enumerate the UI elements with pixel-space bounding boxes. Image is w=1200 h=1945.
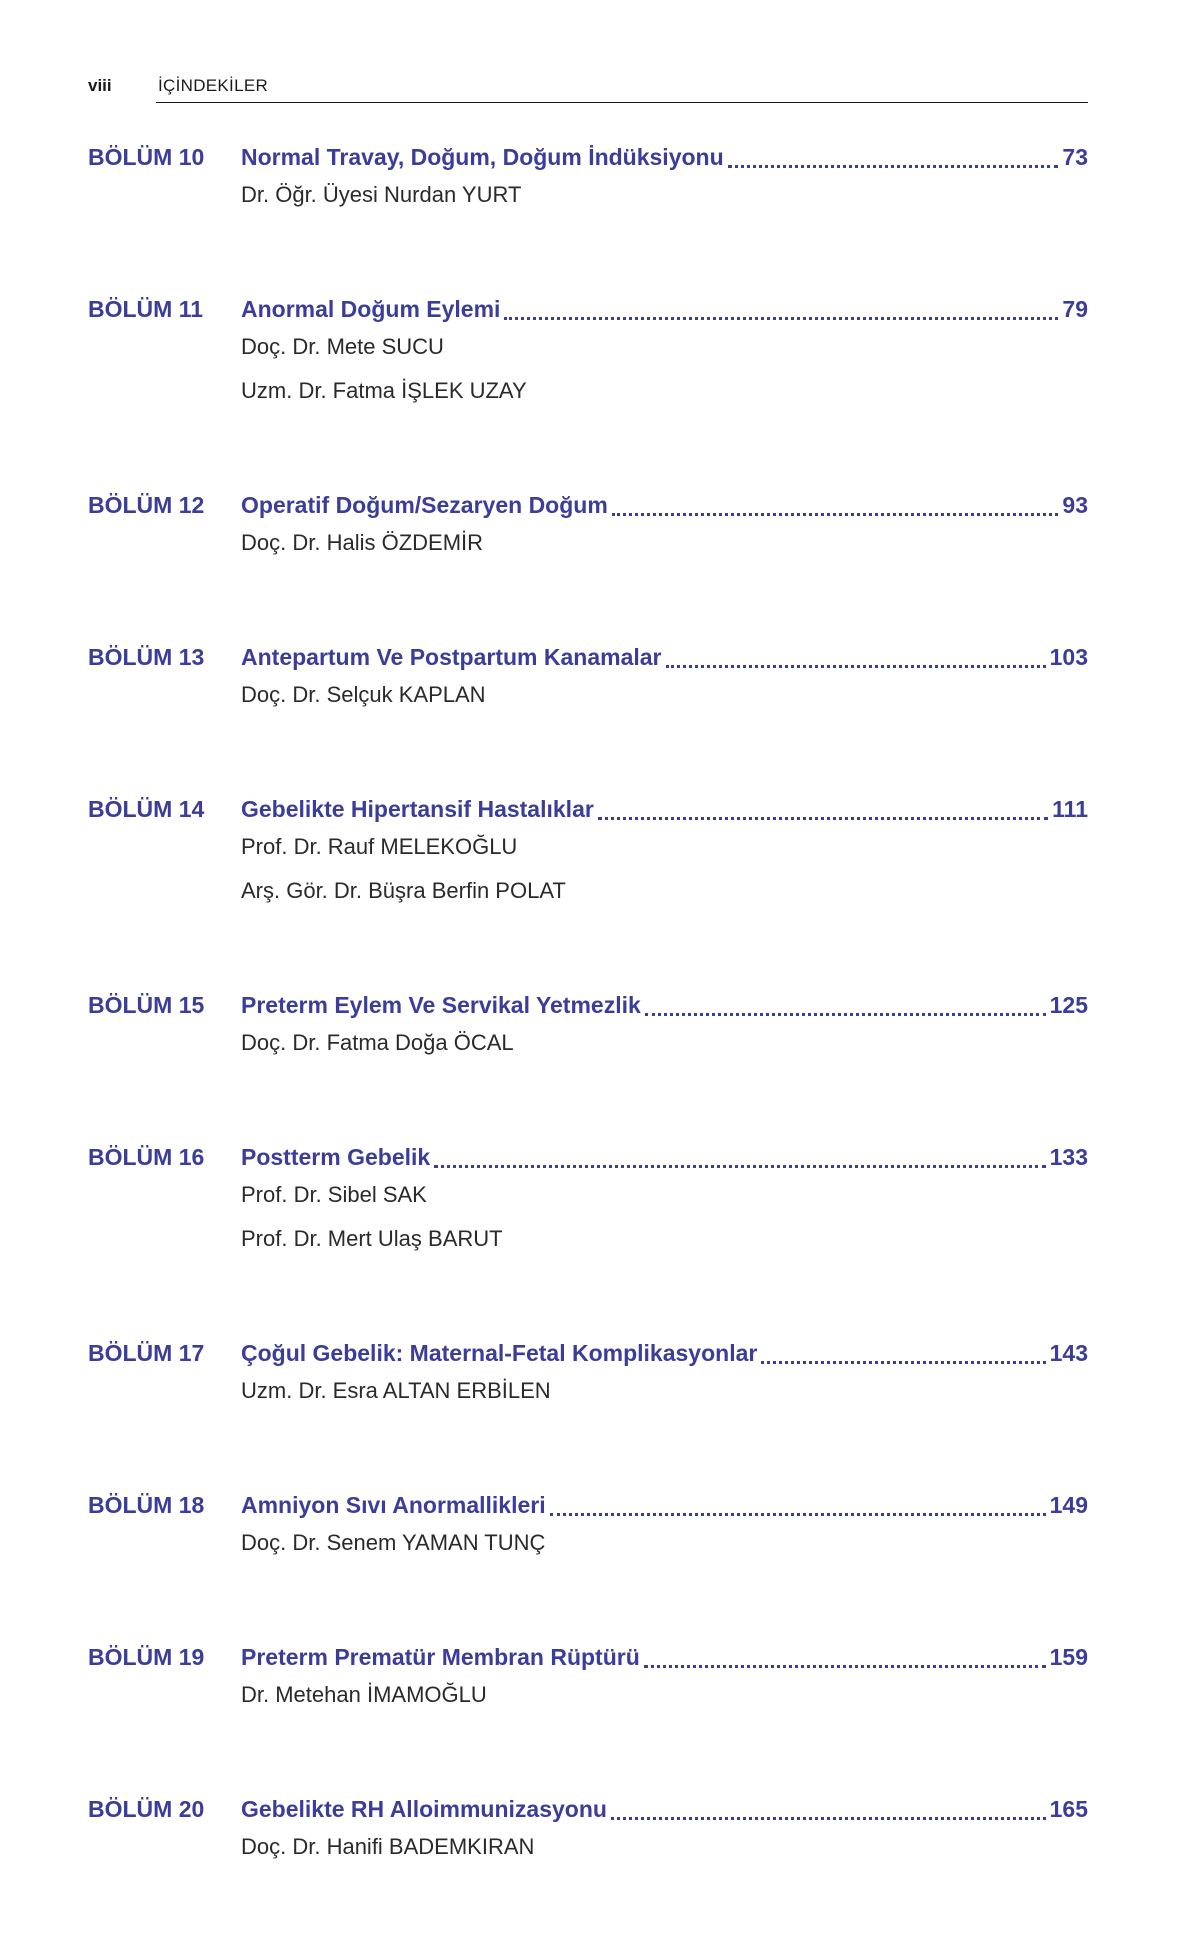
author-list [241, 1673, 1088, 1717]
page-number: viii [88, 76, 112, 95]
chapter-number: BÖLÜM 16 [88, 1144, 205, 1170]
dot-leader [761, 1361, 1045, 1364]
chapter-title[interactable]: Amniyon Sıvı Anormallikleri [241, 1492, 546, 1518]
author-name: Doç. Dr. Mete SUCU [241, 334, 444, 359]
author-list [241, 1521, 1088, 1565]
dot-leader [598, 817, 1048, 820]
toc-entry[interactable] [88, 1141, 1088, 1261]
chapter-number: BÖLÜM 14 [88, 796, 205, 822]
author-name: Prof. Dr. Mert Ulaş BARUT [241, 1226, 503, 1251]
table-of-contents [88, 141, 1088, 1945]
toc-entry[interactable] [88, 293, 1088, 413]
page-reference[interactable]: 149 [1049, 1492, 1088, 1518]
chapter-title[interactable]: Preterm Eylem Ve Servikal Yetmezlik [241, 992, 641, 1018]
entry-body [241, 1489, 1088, 1565]
dot-leader [728, 165, 1059, 168]
author-name: Prof. Dr. Sibel SAK [241, 1182, 427, 1207]
chapter-title-line[interactable] [241, 989, 1088, 1021]
chapter-title-line[interactable] [241, 1489, 1088, 1521]
chapter-title-line[interactable] [241, 1141, 1088, 1173]
page-reference[interactable]: 79 [1062, 296, 1088, 322]
page-reference[interactable]: 133 [1049, 1144, 1088, 1170]
author-list [241, 173, 1088, 217]
toc-entry[interactable] [88, 1337, 1088, 1413]
author-name: Doç. Dr. Hanifi BADEMKIRAN [241, 1834, 535, 1859]
author-name: Doç. Dr. Halis ÖZDEMİR [241, 530, 484, 555]
author-name: Arş. Gör. Dr. Büşra Berfin POLAT [241, 878, 566, 903]
chapter-title-line[interactable] [241, 641, 1088, 673]
entry-body [241, 641, 1088, 717]
page-reference[interactable]: 103 [1049, 644, 1088, 670]
section-title: İÇİNDEKİLER [158, 76, 269, 95]
toc-entry[interactable] [88, 1793, 1088, 1869]
chapter-number: BÖLÜM 18 [88, 1492, 205, 1518]
chapter-title[interactable]: Normal Travay, Doğum, Doğum İndüksiyonu [241, 144, 724, 170]
page-reference[interactable]: 73 [1062, 144, 1088, 170]
toc-entry[interactable] [88, 141, 1088, 217]
author-list [241, 1021, 1088, 1065]
page-reference[interactable]: 143 [1049, 1340, 1088, 1366]
toc-entry[interactable] [88, 989, 1088, 1065]
toc-entry[interactable] [88, 793, 1088, 913]
chapter-number: BÖLÜM 13 [88, 644, 205, 670]
chapter-title[interactable]: Çoğul Gebelik: Maternal-Fetal Komplikasyonlar [241, 1340, 758, 1366]
toc-entry[interactable] [88, 1641, 1088, 1717]
entry-body [241, 989, 1088, 1065]
chapter-title-line[interactable] [241, 1337, 1088, 1369]
chapter-title[interactable]: Postterm Gebelik [241, 1144, 431, 1170]
page-reference[interactable]: 159 [1049, 1644, 1088, 1670]
author-name: Dr. Metehan İMAMOĞLU [241, 1682, 487, 1707]
toc-entry[interactable] [88, 489, 1088, 565]
page-reference[interactable]: 125 [1049, 992, 1088, 1018]
dot-leader [550, 1513, 1046, 1516]
chapter-title-line[interactable] [241, 293, 1088, 325]
author-name: Doç. Dr. Fatma Doğa ÖCAL [241, 1030, 514, 1055]
chapter-title-line[interactable] [241, 489, 1088, 521]
author-name: Uzm. Dr. Esra ALTAN ERBİLEN [241, 1378, 551, 1403]
author-name: Uzm. Dr. Fatma İŞLEK UZAY [241, 378, 527, 403]
toc-entry[interactable] [88, 641, 1088, 717]
author-list [241, 325, 1088, 413]
toc-entry[interactable] [88, 1489, 1088, 1565]
chapter-number: BÖLÜM 20 [88, 1796, 205, 1822]
entry-body [241, 141, 1088, 217]
chapter-number: BÖLÜM 19 [88, 1644, 205, 1670]
author-list [241, 1825, 1088, 1869]
dot-leader [666, 665, 1046, 668]
chapter-title-line[interactable] [241, 1793, 1088, 1825]
chapter-title[interactable]: Gebelikte Hipertansif Hastalıklar [241, 796, 594, 822]
author-list [241, 1369, 1088, 1413]
chapter-number: BÖLÜM 11 [88, 296, 204, 322]
entry-body [241, 793, 1088, 913]
entry-body [241, 1641, 1088, 1717]
entry-body [241, 1337, 1088, 1413]
chapter-number: BÖLÜM 17 [88, 1340, 205, 1366]
entry-body [241, 489, 1088, 565]
chapter-title-line[interactable] [241, 1641, 1088, 1673]
page-reference[interactable]: 111 [1052, 796, 1088, 822]
author-list [241, 1173, 1088, 1261]
chapter-title[interactable]: Operatif Doğum/Sezaryen Doğum [241, 492, 608, 518]
dot-leader [504, 317, 1058, 320]
entry-body [241, 293, 1088, 413]
chapter-number: BÖLÜM 12 [88, 492, 205, 518]
dot-leader [645, 1013, 1046, 1016]
running-header [88, 72, 1088, 102]
chapter-title-line[interactable] [241, 141, 1088, 173]
page-reference[interactable]: 165 [1049, 1796, 1088, 1822]
dot-leader [611, 1817, 1046, 1820]
header-rule [156, 102, 1088, 103]
chapter-title[interactable]: Anormal Doğum Eylemi [241, 296, 501, 322]
author-name: Dr. Öğr. Üyesi Nurdan YURT [241, 182, 522, 207]
author-name: Doç. Dr. Senem YAMAN TUNÇ [241, 1530, 546, 1555]
chapter-number: BÖLÜM 10 [88, 144, 205, 170]
dot-leader [434, 1165, 1045, 1168]
chapter-title-line[interactable] [241, 793, 1088, 825]
author-name: Prof. Dr. Rauf MELEKOĞLU [241, 834, 518, 859]
chapter-title[interactable]: Preterm Prematür Membran Rüptürü [241, 1644, 640, 1670]
dot-leader [612, 513, 1059, 516]
chapter-number: BÖLÜM 15 [88, 992, 205, 1018]
page-reference[interactable]: 93 [1062, 492, 1088, 518]
entry-body [241, 1141, 1088, 1261]
entry-body [241, 1793, 1088, 1869]
author-list [241, 521, 1088, 565]
chapter-title[interactable]: Gebelikte RH Alloimmunizasyonu [241, 1796, 607, 1822]
dot-leader [644, 1665, 1046, 1668]
author-list [241, 825, 1088, 913]
author-list [241, 673, 1088, 717]
author-name: Doç. Dr. Selçuk KAPLAN [241, 682, 486, 707]
chapter-title[interactable]: Antepartum Ve Postpartum Kanamalar [241, 644, 662, 670]
